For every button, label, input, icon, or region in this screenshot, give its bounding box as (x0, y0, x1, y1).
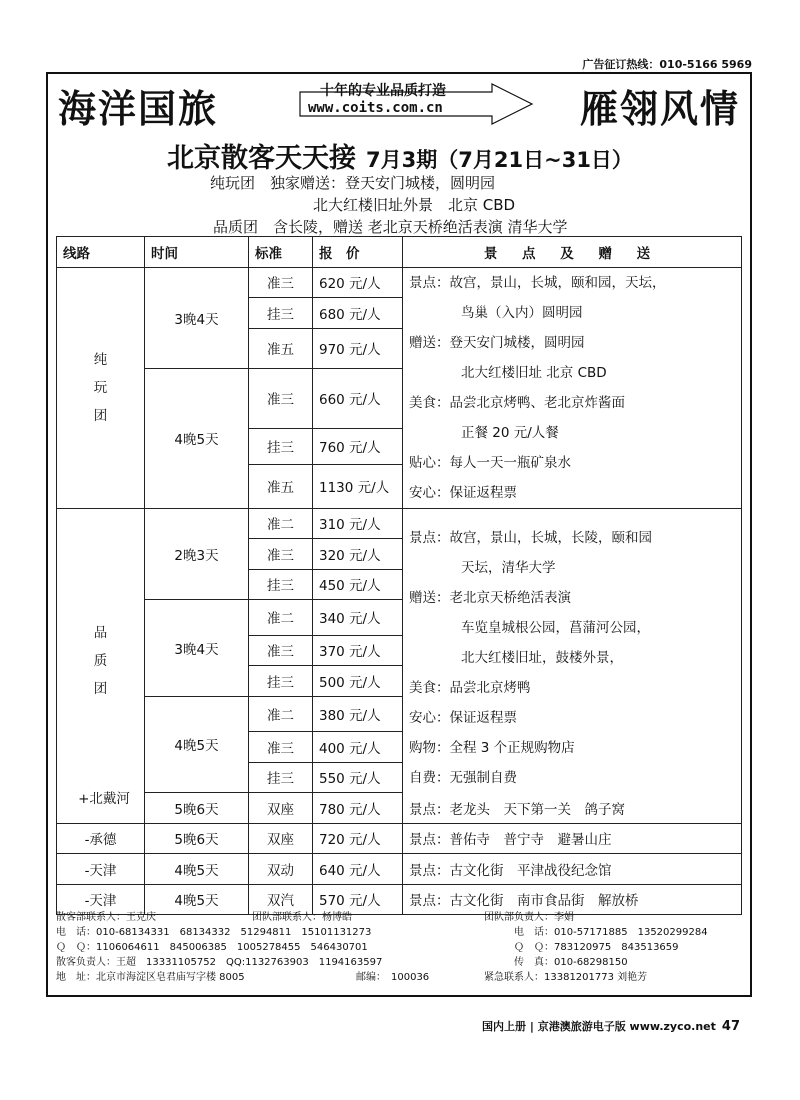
price-cell: 660 元/人 (313, 368, 403, 428)
standard-cell: 准三 (249, 732, 313, 763)
attraction-line: 北大红楼旧址 北京 CBD (461, 364, 607, 381)
duration-cell: 3晚4天 (145, 600, 249, 697)
route-pinzhi (57, 508, 145, 823)
standard-cell: 准五 (249, 328, 313, 368)
contact-text: 地 址：北京市海淀区皂君庙写字楼 8005 (56, 972, 245, 983)
headline-title: 北京散客天天接 (167, 143, 357, 174)
standard-cell: 挂三 (249, 569, 313, 600)
contact-text: 紧急联系人：13381201773 刘艳芳 (484, 972, 648, 983)
price-cell: 550 元/人 (313, 762, 403, 793)
contact-text: 散客部联系人：王克庆 (56, 912, 156, 923)
attraction-line: 景点：古文化街 南市食品街 解放桥 (403, 884, 742, 915)
attraction-line: 贴心：每人一天一瓶矿泉水 (409, 454, 571, 471)
route-cell: -天津 (57, 854, 145, 885)
price-cell: 310 元/人 (313, 508, 403, 539)
route-name: 品质团 (93, 624, 108, 697)
price-cell: 640 元/人 (313, 854, 403, 885)
contact-text: 团队部负责人：李娟 (484, 912, 574, 923)
standard-cell: 双汽 (249, 884, 313, 915)
table-row (57, 793, 742, 824)
contact-text: Ｑ Ｑ：783120975 843513659 (514, 942, 679, 953)
price-cell: 680 元/人 (313, 298, 403, 329)
price-cell: 1130 元/人 (313, 464, 403, 508)
attraction-line: 赠送：老北京天桥绝活表演 (409, 589, 571, 606)
route-cell: -承德 (57, 823, 145, 854)
route-price-table (56, 236, 742, 915)
slogan: 十年的专业品质打造 (320, 83, 446, 99)
table-header-row (57, 237, 742, 268)
headline-period: 7月3期（7月21日~31日） (366, 148, 633, 172)
footer-section: 国内上册 | 京港澳旅游电子版 www.zyco.net (482, 1020, 716, 1033)
price-cell: 570 元/人 (313, 884, 403, 915)
price-cell: 760 元/人 (313, 428, 403, 464)
table-row (57, 854, 742, 885)
duration-cell: 5晚6天 (145, 823, 249, 854)
attraction-line: 美食：品尝北京烤鸭、老北京炸酱面 (409, 394, 625, 411)
table-row (57, 823, 742, 854)
attraction-line: 美食：品尝北京烤鸭 (409, 679, 531, 696)
ad-hotline: 广告征订热线：010-5166 5969 (582, 58, 752, 71)
contact-text: 电 话：010-68134331 68134332 51294811 15101131273 (56, 927, 372, 938)
duration-cell: 4晚5天 (145, 854, 249, 885)
page-title (0, 136, 800, 175)
header-attractions: 景 点 及 赠 送 (403, 237, 742, 268)
website-link[interactable]: www.coits.com.cn (308, 100, 443, 116)
price-cell: 780 元/人 (313, 793, 403, 824)
contact-text: 团队部联系人：杨博皓 (252, 912, 352, 923)
header-time: 时间 (145, 237, 249, 268)
standard-cell: 挂三 (249, 428, 313, 464)
attraction-line: 景点：普佑寺 普宁寺 避暑山庄 (403, 823, 742, 854)
route-cell: +北戴河 (78, 791, 130, 807)
contact-text: 邮编： 100036 (356, 972, 430, 983)
standard-cell: 准三 (249, 635, 313, 666)
duration-cell: 2晚3天 (145, 508, 249, 600)
duration-cell: 4晚5天 (145, 696, 249, 793)
attraction-line: 赠送：登天安门城楼，圆明园 (409, 334, 585, 351)
intro-line-3: 品质团 含长陵，赠送 老北京天桥绝活表演 清华大学 (213, 218, 568, 236)
attraction-line: 车览皇城根公园，菖蒲河公园， (461, 619, 650, 636)
attraction-line: 景点：古文化街 平津战役纪念馆 (403, 854, 742, 885)
header-price: 报 价 (313, 237, 403, 268)
standard-cell: 准二 (249, 696, 313, 732)
standard-cell: 挂三 (249, 298, 313, 329)
attraction-line: 鸟巢（入内）圆明园 (461, 304, 583, 321)
standard-cell: 准三 (249, 267, 313, 298)
table-row (57, 508, 742, 539)
attraction-line: 景点：故宫，景山，长城，颐和园，天坛， (409, 274, 666, 291)
duration-cell: 3晚4天 (145, 267, 249, 368)
route-chunwan (57, 267, 145, 508)
route-cell: -天津 (57, 884, 145, 915)
attraction-line: 自费：无强制自费 (409, 769, 517, 786)
price-cell: 320 元/人 (313, 539, 403, 570)
attractions-pinzhi (403, 508, 742, 793)
price-cell: 500 元/人 (313, 666, 403, 697)
duration-cell: 4晚5天 (145, 884, 249, 915)
header-standard: 标准 (249, 237, 313, 268)
standard-cell: 双动 (249, 854, 313, 885)
standard-cell: 准二 (249, 600, 313, 636)
standard-cell: 挂三 (249, 666, 313, 697)
attraction-line: 安心：保证返程票 (409, 709, 517, 726)
price-cell: 720 元/人 (313, 823, 403, 854)
page-number: 47 (721, 1019, 740, 1034)
contact-text: 散客负责人：王超 13331105752 QQ:1132763903 1194163597 (56, 957, 383, 968)
price-cell: 620 元/人 (313, 267, 403, 298)
price-cell: 450 元/人 (313, 569, 403, 600)
attraction-line: 安心：保证返程票 (409, 484, 517, 501)
duration-cell: 5晚6天 (145, 793, 249, 824)
standard-cell: 准三 (249, 539, 313, 570)
standard-cell: 双座 (249, 823, 313, 854)
contact-text: Ｑ Ｑ：1106064611 845006385 1005278455 546430701 (56, 942, 368, 953)
contact-info (56, 910, 756, 985)
attraction-line: 景点：故宫，景山，长城，长陵，颐和园 (409, 529, 652, 546)
attraction-line: 正餐 20 元/人餐 (461, 424, 559, 441)
attraction-line: 购物：全程 3 个正规购物店 (409, 739, 575, 756)
standard-cell: 准五 (249, 464, 313, 508)
standard-cell: 准二 (249, 508, 313, 539)
page-footer (482, 1018, 740, 1034)
standard-cell: 准三 (249, 368, 313, 428)
attractions-chunwan (403, 267, 742, 508)
contact-text: 传 真：010-68298150 (514, 957, 628, 968)
duration-cell: 4晚5天 (145, 368, 249, 508)
header-route: 线路 (57, 237, 145, 268)
attraction-line: 景点：老龙头 天下第一关 鸽子窝 (403, 793, 742, 824)
price-cell: 380 元/人 (313, 696, 403, 732)
route-name: 纯玩团 (93, 351, 108, 424)
intro-line-2: 北大红楼旧址外景 北京 CBD (313, 196, 516, 214)
attraction-line: 天坛，清华大学 (461, 559, 556, 576)
price-cell: 970 元/人 (313, 328, 403, 368)
brand-left: 海洋国旅 (58, 87, 219, 131)
price-cell: 370 元/人 (313, 635, 403, 666)
table-row (57, 267, 742, 298)
brand-right: 雁翎风情 (579, 87, 740, 131)
attraction-line: 北大红楼旧址，鼓楼外景， (461, 649, 623, 666)
standard-cell: 双座 (249, 793, 313, 824)
contact-text: 电 话：010-57171885 13520299284 (514, 927, 708, 938)
price-cell: 400 元/人 (313, 732, 403, 763)
price-cell: 340 元/人 (313, 600, 403, 636)
standard-cell: 挂三 (249, 762, 313, 793)
intro-line-1: 纯玩团 独家赠送：登天安门城楼，圆明园 (210, 174, 496, 192)
